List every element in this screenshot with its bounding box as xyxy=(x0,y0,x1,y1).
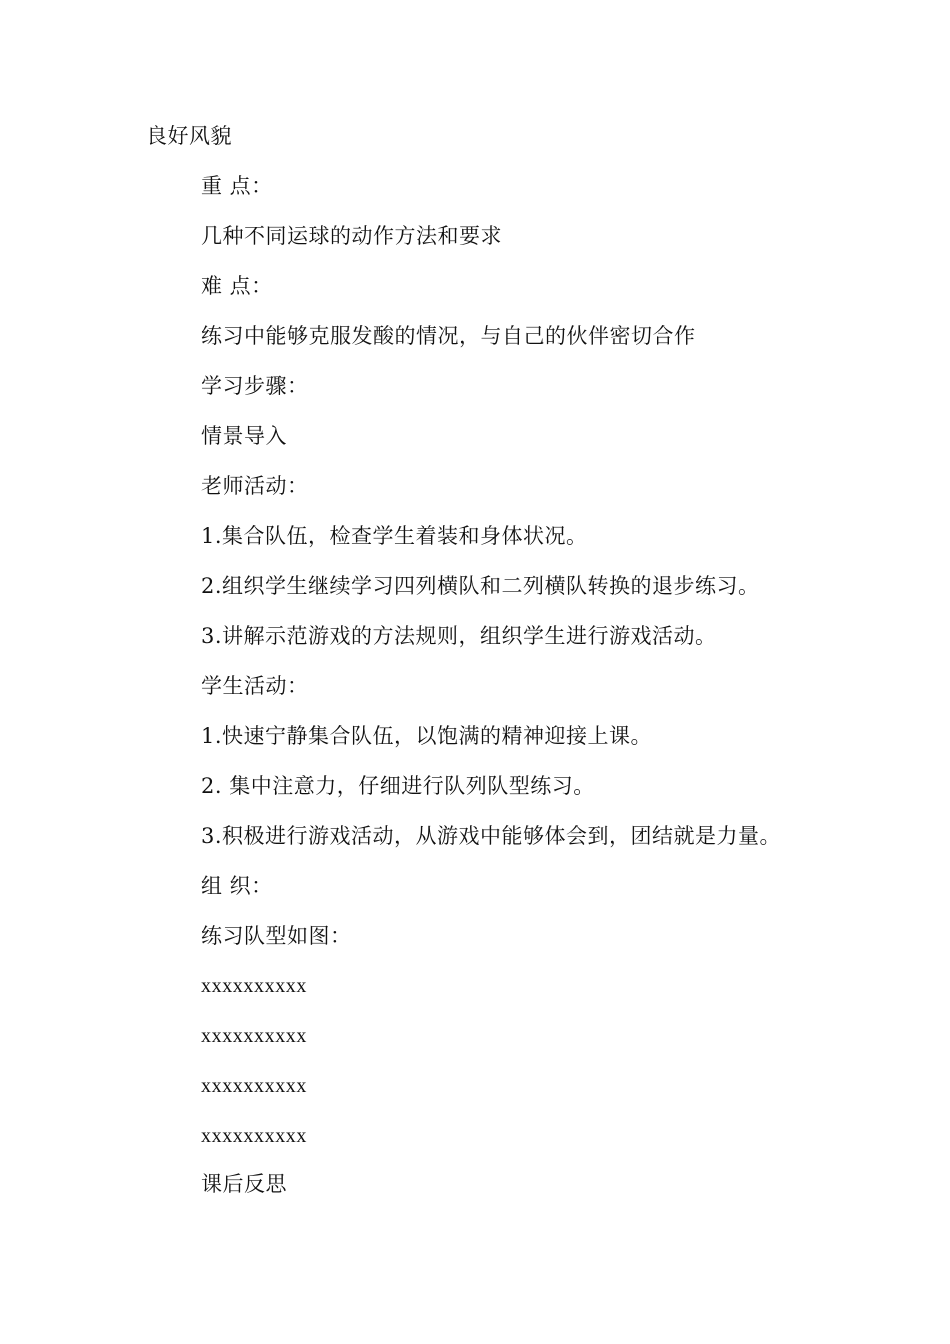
student-activity-item: 2. 集中注意力，仔细进行队列队型练习。 xyxy=(201,774,595,798)
teacher-activity-item: 1.集合队伍，检查学生着装和身体状况。 xyxy=(201,524,588,548)
formation-row: xxxxxxxxxx xyxy=(201,1075,307,1097)
formation-label: 练习队型如图： xyxy=(201,924,352,948)
organization-heading: 组 织： xyxy=(201,874,273,898)
key-point-heading: 重 点： xyxy=(201,174,273,198)
formation-row: xxxxxxxxxx xyxy=(201,1125,307,1147)
difficulty-heading: 难 点： xyxy=(201,274,273,298)
continued-text: 良好风貌 xyxy=(146,124,232,148)
scene-intro: 情景导入 xyxy=(201,424,287,448)
steps-heading: 学习步骤： xyxy=(201,374,309,398)
student-activity-item: 1.快速宁静集合队伍，以饱满的精神迎接上课。 xyxy=(201,724,653,748)
difficulty-text: 练习中能够克服发酸的情况，与自己的伙伴密切合作 xyxy=(201,324,696,348)
student-activity-item: 3.积极进行游戏活动，从游戏中能够体会到，团结就是力量。 xyxy=(201,824,782,848)
teacher-activity-item: 2.组织学生继续学习四列横队和二列横队转换的退步练习。 xyxy=(201,574,760,598)
key-point-text: 几种不同运球的动作方法和要求 xyxy=(201,224,502,248)
teacher-activity-item: 3.讲解示范游戏的方法规则，组织学生进行游戏活动。 xyxy=(201,624,717,648)
formation-row: xxxxxxxxxx xyxy=(201,1025,307,1047)
student-activity-heading: 学生活动： xyxy=(201,674,309,698)
reflection-heading: 课后反思 xyxy=(201,1172,287,1196)
formation-row: xxxxxxxxxx xyxy=(201,975,307,997)
teacher-activity-heading: 老师活动： xyxy=(201,474,309,498)
